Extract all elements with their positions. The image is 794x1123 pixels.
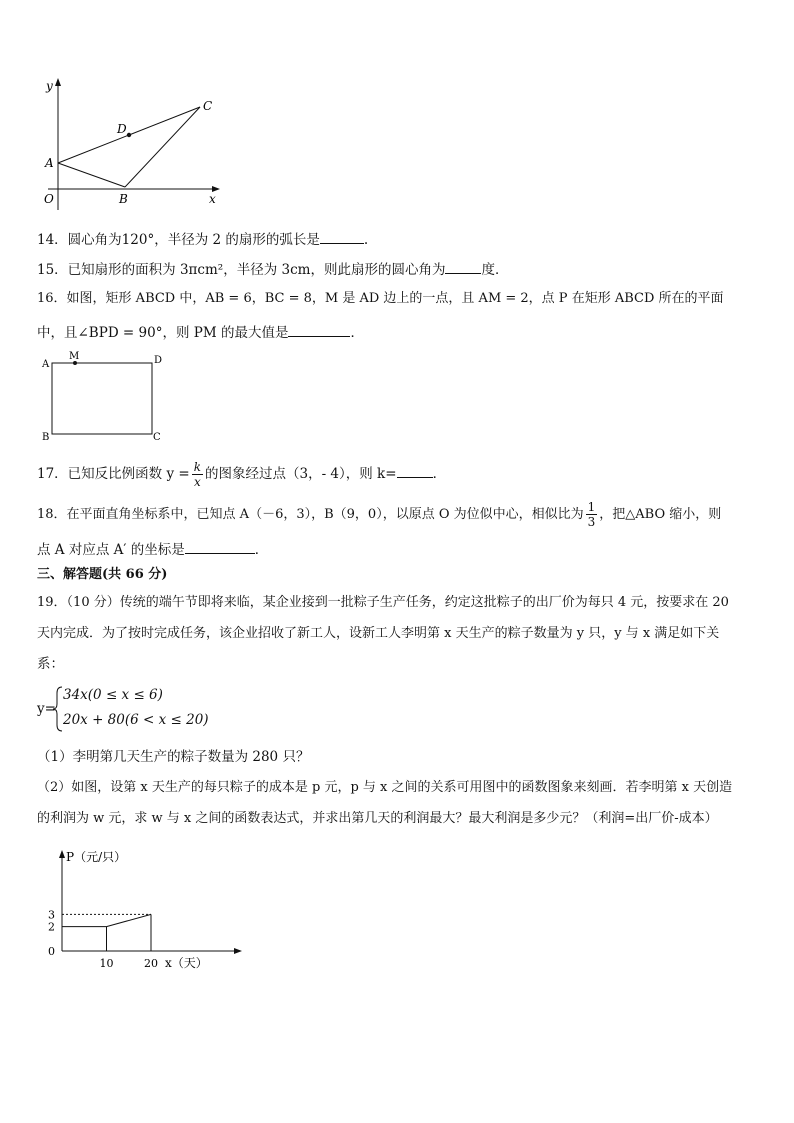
question-16-line2 bbox=[37, 322, 364, 342]
q19-line1: 19．（10 分）传统的端午节即将来临，某企业接到一批粽子生产任务，约定这批粽子的出厂价为每只 4 元，按要求在 20 bbox=[37, 595, 729, 610]
q16-answer-blank[interactable] bbox=[288, 322, 350, 337]
label-A: A bbox=[45, 156, 54, 170]
rect-label-D: D bbox=[154, 355, 163, 366]
brace bbox=[53, 686, 63, 732]
q14-end: . bbox=[363, 232, 369, 248]
q18-line2: 点 A 对应点 A′ 的坐标是 bbox=[37, 542, 185, 558]
q17-fraction bbox=[192, 460, 203, 489]
rectangle-figure bbox=[38, 348, 168, 444]
question-15 bbox=[37, 259, 508, 279]
rectangle-ABCD bbox=[52, 363, 152, 434]
q17-end: ． bbox=[432, 466, 447, 482]
q18-end: ． bbox=[254, 542, 269, 558]
q18-answer-blank[interactable] bbox=[185, 539, 255, 554]
label-B: B bbox=[119, 192, 128, 206]
q17-post: 的图象经过点（3，- 4），则 k= bbox=[204, 466, 397, 482]
segment-AB bbox=[58, 163, 125, 187]
rect-label-A: A bbox=[42, 359, 50, 370]
q19-part2-line2: 的利润为 w 元，求 w 与 x 之间的函数表达式，并求出第几天的利润最大？最大利润是多少元？（利润=出厂价-成本） bbox=[37, 811, 718, 826]
q19-part2-line1: （2）如图，设第 x 天生产的每只粽子的成本是 p 元，p 与 x 之间的关系可用图中的函数图象来刻画．若李明第 x 天创造 bbox=[37, 780, 733, 795]
q17-answer-blank[interactable] bbox=[397, 463, 433, 478]
y-tick-label-3: 3 bbox=[48, 908, 55, 922]
q16-line2: 中，且∠BPD = 90°，则 PM 的最大值是 bbox=[37, 325, 289, 341]
q15-answer-blank[interactable] bbox=[445, 259, 481, 274]
label-D: D bbox=[117, 122, 127, 136]
q16-line1: 16．如图，矩形 ABCD 中，AB = 6，BC = 8，M 是 AD 边上的一点，且 AM = 2，点 P 在矩形 ABCD 所在的平面 bbox=[37, 291, 724, 306]
y-label: y bbox=[46, 79, 53, 93]
cost-chart bbox=[40, 845, 290, 975]
q19-line3: 系： bbox=[37, 656, 64, 672]
piecewise-function bbox=[37, 686, 237, 732]
question-16-line1 bbox=[37, 290, 724, 308]
y-axis-arrow bbox=[55, 78, 61, 86]
q19-part1: （1）李明第几天生产的粽子数量为 280 只？ bbox=[37, 749, 310, 765]
rect-label-M: M bbox=[69, 351, 80, 362]
q18-pre: 18．在平面直角坐标系中，已知点 A（－6，3），B（9，0），以原点 O 为位似中心，相似比为 bbox=[37, 507, 584, 522]
q14-text: 14．圆心角为120°，半径为 2 的扇形的弧长是 bbox=[37, 232, 320, 248]
q16-end: ． bbox=[350, 325, 364, 341]
y-axis-label: P（元/只） bbox=[66, 850, 127, 864]
question-17 bbox=[37, 456, 446, 492]
piecewise-y-eq: y= bbox=[37, 701, 56, 717]
q14-answer-blank[interactable] bbox=[320, 229, 364, 244]
x-axis-label: x（天） bbox=[165, 956, 208, 970]
origin-label: O bbox=[44, 192, 54, 206]
question-18-line2 bbox=[37, 539, 268, 559]
x-axis-arrow bbox=[234, 948, 242, 954]
q15-end: 度． bbox=[481, 262, 509, 278]
x-tick-label-20: 20 bbox=[144, 957, 158, 970]
segment-BC bbox=[125, 107, 200, 187]
question-14 bbox=[37, 229, 368, 249]
q17-num: k bbox=[193, 460, 201, 474]
piecewise-case-2: 20x + 80(6 < x ≤ 20) bbox=[63, 712, 209, 728]
q18-num: 1 bbox=[587, 500, 596, 514]
y-tick-label-0: 0 bbox=[48, 945, 55, 958]
q18-post: ，把△ABO 缩小，则 bbox=[599, 507, 722, 522]
rect-label-C: C bbox=[153, 432, 161, 443]
q17-den: x bbox=[193, 475, 201, 489]
x-label: x bbox=[209, 192, 216, 206]
label-C: C bbox=[203, 99, 213, 113]
q15-text: 15．已知扇形的面积为 3πcm²，半径为 3cm，则此扇形的圆心角为 bbox=[37, 262, 446, 278]
coordinate-figure bbox=[30, 75, 230, 215]
q17-pre: 17．已知反比例函数 y = bbox=[37, 466, 190, 482]
q18-fraction bbox=[586, 500, 598, 529]
q18-den: 3 bbox=[587, 515, 596, 529]
x-tick-label-10: 10 bbox=[99, 957, 114, 970]
q19-line2: 天内完成．为了按时完成任务，该企业招收了新工人，设新工人李明第 x 天生产的粽子数量为 y 只，y 与 x 满足如下关 bbox=[37, 626, 720, 641]
y-axis-arrow bbox=[59, 850, 65, 858]
y-tick-label-2: 2 bbox=[48, 920, 55, 934]
section-heading: 三、解答题(共 66 分) bbox=[37, 567, 168, 582]
point-D bbox=[127, 133, 131, 137]
question-18-line1 bbox=[37, 497, 721, 533]
rect-label-B: B bbox=[42, 432, 50, 443]
series-line bbox=[62, 914, 151, 926]
piecewise-case-1: 34x(0 ≤ x ≤ 6) bbox=[63, 687, 163, 703]
